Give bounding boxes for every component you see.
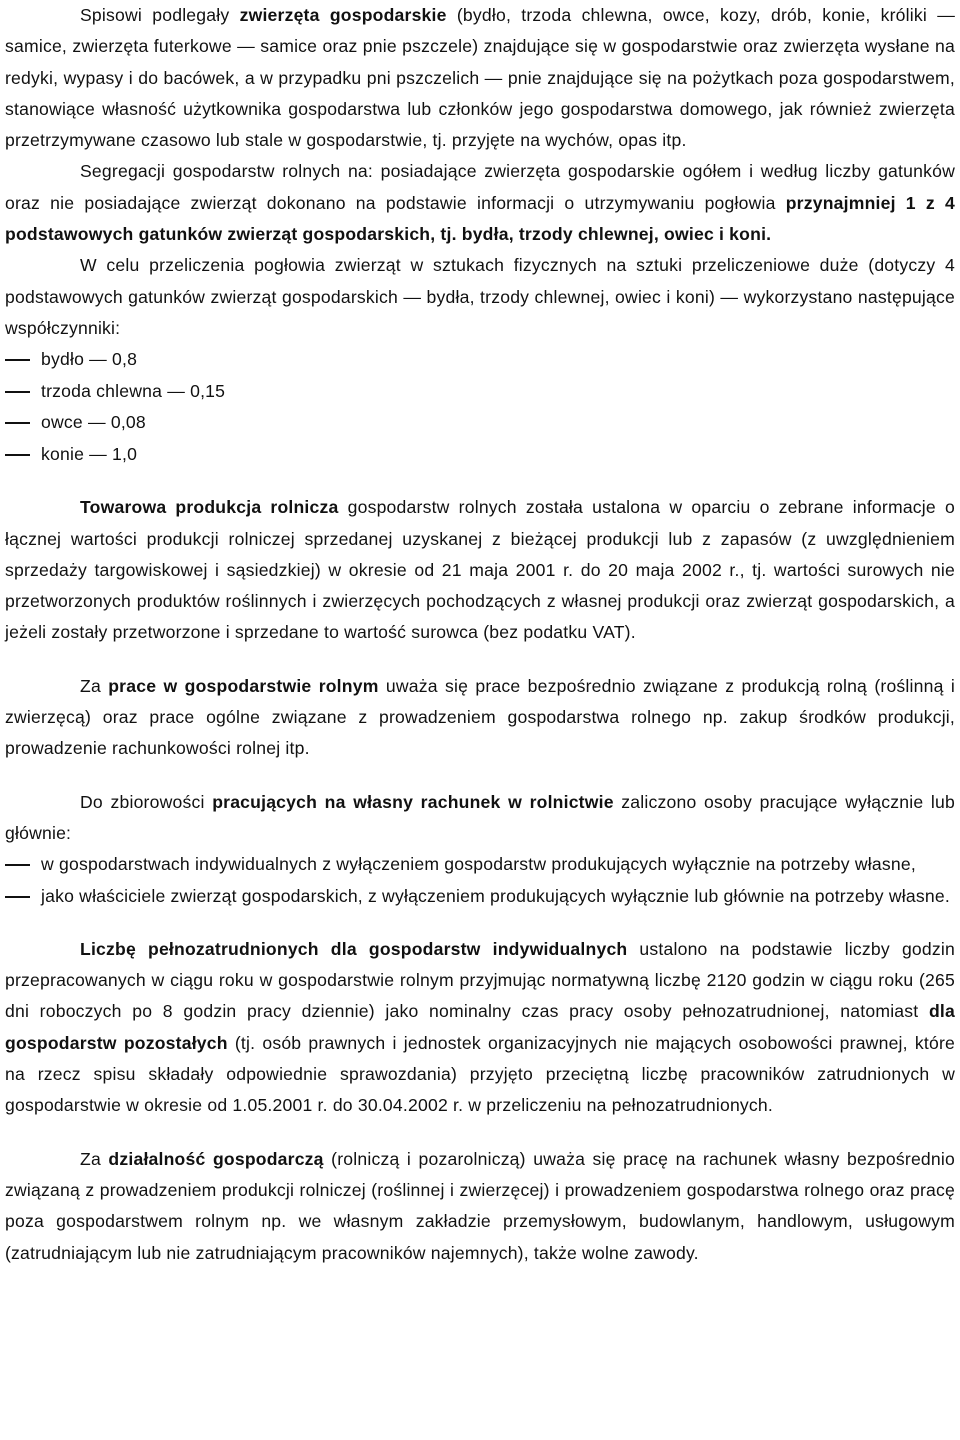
text-run: Segregacji gospodarstw rolnych na: posiadające zwierzęta gospodarskie ogółem i według liczby gatunków oraz nie posiadające zwierząt dokonano na podstawie informacji o utrzymywaniu pogłowia bbox=[5, 161, 955, 213]
term-full-time-individual: Liczbę pełnozatrudnionych dla gospodarstw indywidualnych bbox=[80, 938, 628, 959]
text-run: ustalono na podstawie liczby godzin przepracowanych w ciągu roku w gospodarstwie rolnym przyjmując normatywną liczbę 2120 godzin w ciągu roku (265 dni roboczych po 8 godzin pracy dziennie) jako nominalny czas pracy osoby pełnozatrudnionej, natomiast bbox=[5, 938, 955, 1022]
dash-bullet-icon bbox=[5, 391, 30, 393]
list-item bbox=[5, 881, 955, 912]
text-run: gospodarstw rolnych została ustalona w oparciu o zebrane informacje o łącznej wartości produkcji rolniczej sprzedanej uzyskanej z bieżącej produkcji lub z zapasów (z uwzględnieniem sprzedaży targowiskowej i sąsiedzkiej) w okresie od 21 maja 2001 r. do 20 maja 2002 r., tj. wartości surowych nie przetworzonych produktów roślinnych i zwierzęcych pochodzących z własnej produkcji oraz zwierząt gospodarskich, a jeżeli zostały przetworzone i sprzedane to wartość surowca (bez podatku VAT). bbox=[5, 497, 955, 643]
list-item-text: bydło ― 0,8 bbox=[41, 349, 138, 370]
text-run: Za bbox=[80, 675, 109, 696]
text-run: Spisowi podlegały bbox=[80, 5, 240, 25]
dash-bullet-icon bbox=[5, 359, 30, 361]
list-item-text: owce ― 0,08 bbox=[41, 412, 146, 433]
list-item-text: jako właściciele zwierząt gospodarskich, z wyłączeniem produkujących wyłącznie lub głównie na potrzeby własne. bbox=[41, 885, 950, 906]
list-item-text: trzoda chlewna ― 0,15 bbox=[41, 380, 226, 401]
list-item bbox=[5, 344, 955, 376]
document-page bbox=[5, 0, 955, 1269]
paragraph-self-employed bbox=[5, 787, 955, 850]
term-economic-activity: działalność gospodarczą bbox=[108, 1148, 324, 1169]
list-item bbox=[5, 407, 955, 439]
paragraph-conversion bbox=[5, 250, 955, 344]
term-commodity-production: Towarowa produkcja rolnicza bbox=[80, 497, 339, 518]
text-run: zaliczono osoby pracujące wyłącznie lub głównie: bbox=[5, 791, 955, 843]
dash-bullet-icon bbox=[5, 896, 30, 898]
self-employed-list bbox=[5, 849, 955, 912]
paragraph-farm-work bbox=[5, 671, 955, 765]
list-item-text: w gospodarstwach indywidualnych z wyłączeniem gospodarstw produkujących wyłącznie na potrzeby własne, bbox=[41, 854, 916, 875]
term-other-farms: dla gospodarstw pozostałych bbox=[5, 1001, 955, 1053]
list-item bbox=[5, 439, 955, 471]
text-run: (rolniczą i pozarolniczą) uważa się pracę na rachunek własny bezpośrednio związaną z prowadzeniem produkcji rolniczej (roślinnej i zwierzęcej) i prowadzeniem gospodarstwa rolnego oraz pracę poza gospodarstwem rolnym np. we własnym zakładzie przemysłowym, budowlanym, handlowym, usługowym (zatrudniającym lub nie zatrudniającym pracowników najemnych), także wolne zawody. bbox=[5, 1148, 955, 1263]
text-run: W celu przeliczenia pogłowia zwierząt w sztukach fizycznych na sztuki przeliczeniowe duże (dotyczy 4 podstawowych gatunków zwierząt gospodarskich ― bydła, trzody chlewnej, owiec i koni) ― wykorzystano następujące współczynniki: bbox=[5, 255, 955, 338]
list-item bbox=[5, 849, 955, 880]
term-farm-work: prace w gospodarstwie rolnym bbox=[108, 675, 379, 696]
list-item bbox=[5, 376, 955, 408]
text-run: Do zbiorowości bbox=[80, 791, 213, 812]
paragraph-commodity-production bbox=[5, 492, 955, 648]
text-run: (bydło, trzoda chlewna, owce, kozy, drób, konie, króliki ― samice, zwierzęta futerkowe ― samice oraz pnie pszczele) znajdujące się w gospodarstwie oraz zwierzęta wysłane na redyki, wypasy i do bacówek, a w przypadku pni pszczelich ― pnie znajdujące się na pożytkach poza gospodarstwem, stanowiące własność użytkownika gospodarstwa lub członków jego gospodarstwa domowego, jak również zwierzęta przetrzymywane czasowo lub stale w gospodarstwie, tj. przyjęte na wychów, opas itp. bbox=[5, 5, 955, 151]
dash-bullet-icon bbox=[5, 422, 30, 424]
coefficient-list bbox=[5, 344, 955, 470]
term-livestock: zwierzęta gospodarskie bbox=[239, 5, 447, 25]
list-item-text: konie ― 1,0 bbox=[41, 443, 138, 464]
paragraph-farm-segregation bbox=[5, 156, 955, 250]
paragraph-full-time-equivalent bbox=[5, 934, 955, 1122]
paragraph-economic-activity bbox=[5, 1144, 955, 1269]
dash-bullet-icon bbox=[5, 864, 30, 866]
text-run: (tj. osób prawnych i jednostek organizacyjnych nie mających osobowości prawnej, które na rzecz spisu składały odpowiednie sprawozdania) przyjęto przeciętną liczbę pracowników zatrudnionych w gospodarstwie w okresie od 1.05.2001 r. do 30.04.2002 r. w przeliczeniu na pełnozatrudnionych. bbox=[5, 1032, 956, 1116]
term-self-employed: pracujących na własny rachunek w rolnictwie bbox=[212, 791, 614, 812]
text-run: uważa się prace bezpośrednio związane z produkcją rolną (roślinną i zwierzęcą) oraz prace ogólne związane z prowadzeniem gospodarstwa rolnego np. zakup środków produkcji, prowadzenie rachunkowości rolnej itp. bbox=[5, 675, 955, 759]
term-basic-species: przynajmniej 1 z 4 podstawowych gatunków zwierząt gospodarskich, tj. bydła, trzody chlewnej, owiec i koni. bbox=[5, 192, 955, 245]
text-run: Za bbox=[80, 1148, 109, 1169]
dash-bullet-icon bbox=[5, 454, 30, 456]
paragraph-livestock-definition bbox=[5, 0, 955, 156]
